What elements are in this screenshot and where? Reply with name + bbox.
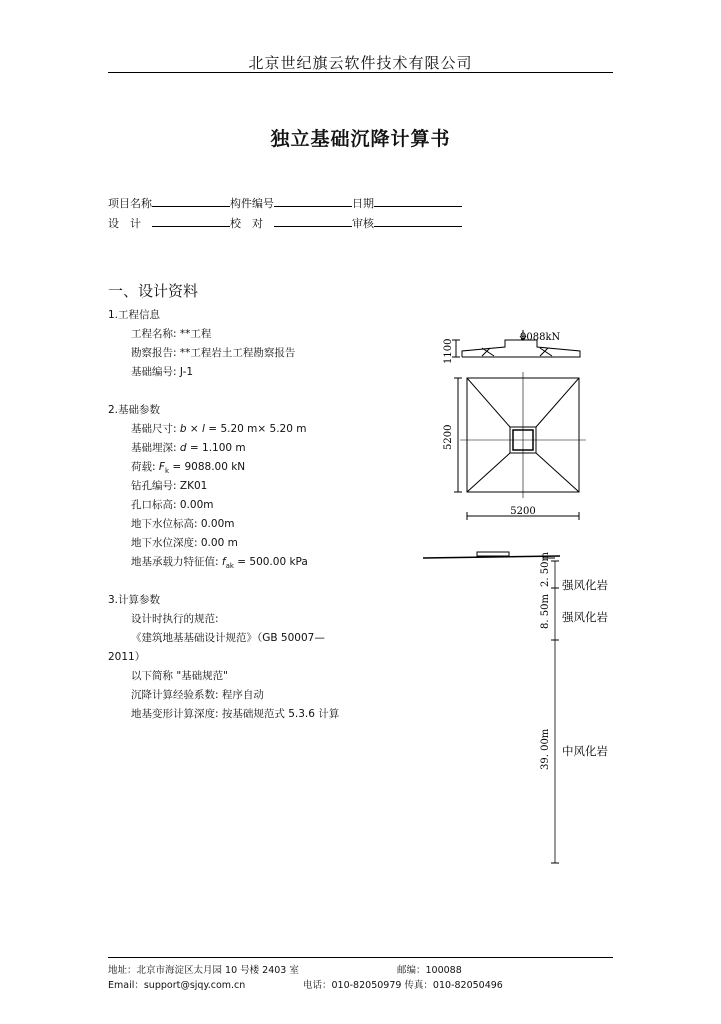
bearing-capacity-line (131, 553, 308, 576)
strata-profile (415, 545, 625, 870)
footer-email: Email：support@sjqy.com.cn (108, 980, 246, 991)
bearing-value: = 500.00 kPa (233, 556, 308, 568)
depth-value: = 1.100 m (186, 442, 246, 454)
code-intro-line: 设计时执行的规范: (131, 613, 219, 625)
borehole-line: 钻孔编号: ZK01 (131, 480, 208, 492)
size-times: × (186, 423, 203, 435)
load-value: = 9088.00 kN (169, 461, 246, 473)
meta-row-1 (108, 195, 462, 211)
depth-symbol: d (179, 442, 187, 454)
foundation-drawing (420, 320, 620, 530)
load-label: 荷载: (131, 461, 159, 473)
design-blank (152, 215, 230, 227)
footer-phone-fax: 电话：010-82050979 传真：010-82050496 (303, 980, 503, 991)
project-name-label: 项目名称 (108, 197, 152, 210)
load-symbol: F (158, 461, 165, 473)
layer-2-name: 强风化岩 (562, 610, 608, 624)
plan-diagonal (536, 378, 579, 427)
document-title: 独立基础沉降计算书 (270, 128, 451, 150)
layer-1-name: 强风化岩 (562, 578, 608, 592)
foundation-id-line: 基础编号: J-1 (131, 366, 194, 378)
header-rule (108, 72, 613, 73)
survey-report-line: 勘察报告: **工程岩土工程勘察报告 (131, 347, 296, 359)
component-no-label: 构件编号 (230, 197, 274, 210)
review-label: 审核 (352, 217, 374, 230)
size-value: = 5.20 m× 5.20 m (204, 423, 307, 435)
project-name-blank (152, 195, 230, 207)
review-blank (374, 215, 462, 227)
plan-diagonal (536, 453, 579, 492)
bearing-subscript: ak (225, 562, 234, 571)
size-b-symbol: b (179, 423, 187, 435)
groundwater-depth-line: 地下水位深度: 0.00 m (131, 537, 238, 549)
project-name-line: 工程名称: **工程 (131, 328, 212, 340)
groundwater-elevation-line: 地下水位标高: 0.00m (131, 518, 235, 530)
code-name-line: 《建筑地基基础设计规范》（GB 50007— (131, 632, 325, 644)
date-label: 日期 (352, 197, 374, 210)
bearing-symbol: f (221, 556, 226, 568)
foundation-size-line (131, 420, 306, 439)
deformation-depth-line: 地基变形计算深度: 按基础规范式 5.3.6 计算 (131, 708, 340, 720)
size-l-symbol: l (202, 423, 205, 435)
footer-address: 地址：北京市海淀区太月园 10 号楼 2403 室 (108, 965, 299, 976)
size-label: 基础尺寸: (131, 423, 180, 435)
depth-dim-label: 1100 (443, 338, 454, 364)
foundation-params-heading: 2.基础参数 (108, 404, 161, 416)
company-header: 北京世纪旗云软件技术有限公司 (248, 54, 473, 72)
component-no-blank (274, 195, 352, 207)
load-label: 9088kN (520, 332, 561, 343)
footer-postcode: 邮编：100088 (397, 965, 462, 976)
layer-2-thickness: 8. 50m (540, 594, 551, 629)
foundation-depth-line (131, 439, 246, 458)
load-subscript: k (164, 467, 169, 476)
depth-label: 基础埋深: (131, 442, 180, 454)
meta-row-2 (108, 215, 462, 231)
plan-diagonal (467, 453, 510, 492)
layer-3-name: 中风化岩 (562, 744, 608, 758)
layer-1-thickness: 2. 50m (540, 552, 551, 587)
engineering-info-heading: 1.工程信息 (108, 309, 161, 321)
design-label: 设 计 (108, 217, 141, 230)
footer-rule (108, 957, 613, 958)
code-abbrev-line: 以下简称 "基础规范" (131, 670, 228, 682)
check-label: 校 对 (230, 217, 263, 230)
side-dim-label: 5200 (443, 424, 454, 450)
settlement-coef-line: 沉降计算经验系数: 程序自动 (131, 689, 264, 701)
section-design-data-heading: 一、设计资料 (108, 282, 199, 300)
code-year-line: 2011） (108, 651, 146, 663)
layer-3-thickness: 39. 00m (540, 728, 551, 770)
check-blank (274, 215, 352, 227)
date-blank (374, 195, 462, 207)
bottom-dim-label: 5200 (510, 506, 536, 517)
plan-diagonal (467, 378, 510, 427)
calc-params-heading: 3.计算参数 (108, 594, 161, 606)
hole-elevation-line: 孔口标高: 0.00m (131, 499, 214, 511)
footing-section (477, 552, 509, 556)
bearing-label: 地基承载力特征值: (131, 556, 222, 568)
